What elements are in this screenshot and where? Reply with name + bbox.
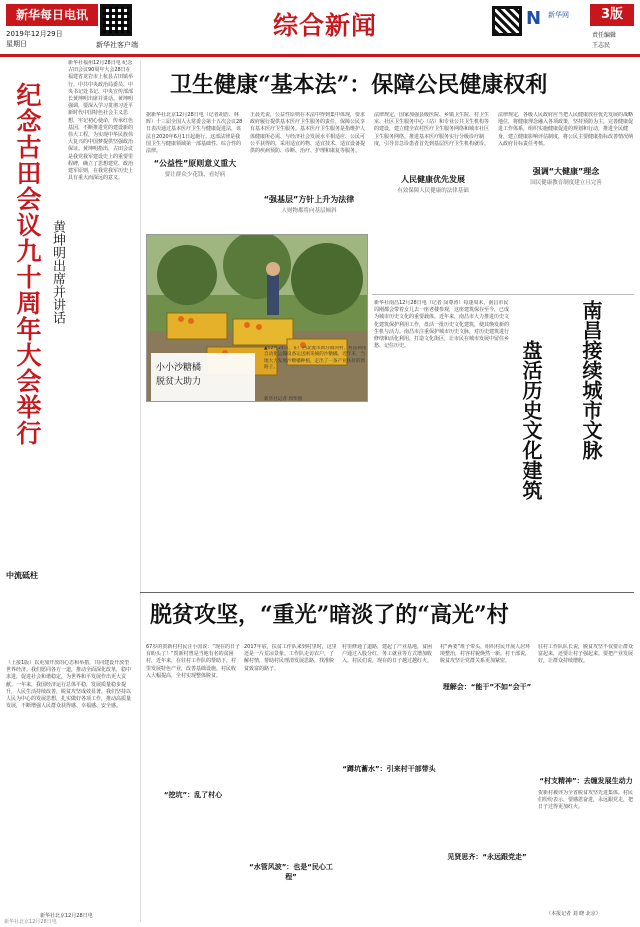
page-header — [0, 0, 640, 56]
main-subheading-3-note: 有效保障人民健康的法律基础 — [397, 188, 469, 194]
main-subheading-2: “强基层”方针上升为法律 — [263, 195, 355, 204]
photo-caption: ▲12月24日，在广西北流市新圩镇河村，村民利用自动化运输设备运送刚采摘的沙糖橘。近年来，当地大力发展沙糖橘种植，走出了一条产业扶贫的新路子。 — [264, 346, 367, 370]
brand-logo: N — [526, 8, 542, 29]
main-intro: 据新华社北京12月28日电（记者胡浩、林晖）十三届全国人大常委会第十五次会议28日表决通过基本医疗卫生与健康促进法，该法自2020年6月1日起施行。这部法律是我国卫生与健康领域第一部基础性、综合性的法律。 — [146, 112, 243, 155]
nanchang-headline-a[interactable]: 南昌接续城市文脉 — [579, 300, 603, 460]
qr-code-icon[interactable] — [492, 6, 522, 36]
column-divider — [140, 60, 141, 922]
bottom-subheading-3: “蹲坑蓄水”：引来村干部带头 — [342, 765, 436, 773]
left-article-continued: （上接1版）以更加开放的心态和举措，共同建设开放型世界经济。我们愿同各方一道，推动全面深化改革，稳中求进，促进社会和谐稳定，为世界和平发展作出更大贡献。一年来，我国经济运行总体平稳，发展质量稳步提升，人民生活持续改善，脱贫攻坚成效显著。我们坚持以人民为中心的发展思想，扎实做好各项工作，推动高质量发展，不断增强人民群众获得感、幸福感、安全感。 — [6, 660, 132, 710]
bottom-column-3: 村里修通了道路，建起了产业基地，贫困户通过入股分红、务工就业等方式增加收入。村民们说，现在的日子越过越红火。 — [342, 644, 433, 665]
bottom-column-2: 2017年底，扶贫工作队来到村里时，这里还是一片荒凉景象。工作队走访农户，了解村情，帮助村民理清发展思路，找准脱贫致富的路子。 — [244, 644, 337, 672]
photo-title-line-1: 小小沙糖橘 — [156, 363, 202, 373]
photo-title-line-2: 脱贫大助力 — [156, 377, 202, 387]
left-section-heading: 中流砥柱 — [6, 571, 38, 580]
bottom-column-1: 67岁的贺新村村民汪小国说：“现在的日子有盼头了！”贺新村曾是当地有名的贫困村，近年来，在驻村工作队的帮助下，村里发展特色产业，改善基础设施，村民收入大幅提高，全村实现整体脱贫。 — [146, 644, 240, 679]
section-divider — [372, 294, 634, 295]
bottom-column-5: 驻村工作队队长说，脱贫攻坚不仅要让群众富起来，还要让村子强起来。要把产业发展好，让群众持续增收。 — [538, 644, 634, 665]
issue-weekday: 星期日 — [6, 40, 27, 48]
bottom-column-6: 贺新村被评为全省脱贫攻坚先进集体。村民们纷纷表示，要感恩奋进，永远跟党走，把日子过得更加红火。 — [538, 790, 634, 811]
brand-name: 新华网 — [548, 11, 569, 19]
main-subheading-2-note: 人财物都将向基层倾斜 — [281, 208, 337, 214]
issue-date: 2019年12月29日 — [6, 30, 63, 38]
nanchang-headline-b[interactable]: 盘活历史文化建筑 — [519, 340, 543, 500]
bottom-column-4: 村“两委”班子带头，组织村民开展人居环境整治，村容村貌焕然一新。村干部说，脱贫攻坚让党群关系更加紧密。 — [440, 644, 531, 665]
photo-credit: 新华社记者 周华摄 — [264, 397, 303, 402]
bottom-headline[interactable]: 脱贫攻坚，“重光”暗淡了的“高光”村 — [150, 602, 509, 628]
header-divider — [0, 54, 640, 57]
bottom-subheading-6: “村支精神”：去缠发展生动力 — [539, 777, 633, 785]
main-subheading-1: “公益性”原则意义重大 — [153, 159, 237, 168]
bottom-subheading-1: “挖坑”：乱了村心 — [163, 791, 223, 799]
left-subheadline: 黄坤明出席并讲话 — [50, 220, 65, 324]
section-title: 综合新闻 — [272, 11, 377, 40]
main-subheading-3: 人民健康优先发展 — [401, 175, 465, 184]
editor-label: 责任编辑 — [592, 32, 617, 39]
left-dateline: 新华社北京12月28日电 — [40, 913, 93, 919]
page-credit: 新华社北京12月28日电 — [4, 919, 57, 925]
nanchang-article-body: 新华社南昌12月28日电（记者 闵尊涛）每逢周末，南昌市民周刚都会带着女儿去一座老楼参观，这座建筑保存至今，已成为城市历史文化的重要载体。近年来，南昌市大力推进历史文化建筑保护利用工作，盘活一批历史文化建筑，使其焕发新的生机与活力。南昌市注重保护城市历史文脉，对历史建筑进行修缮和活化利用，打造文化街区，让市民在城市发展中留住乡愁、记住历史。 — [374, 300, 510, 350]
qr-code-icon[interactable] — [100, 4, 132, 36]
newspaper-logo: 新华每日电讯 — [6, 4, 98, 26]
bottom-subheading-5: 见贤思齐：“永远跟党走” — [447, 853, 527, 861]
bottom-subheading-4: 理解会：“能干”不如“会干” — [442, 683, 532, 691]
qr-code-label: 新华社客户端 — [96, 41, 138, 49]
bottom-byline: （本报记者 刘 晓 北京） — [546, 911, 601, 917]
left-article — [0, 60, 136, 920]
main-headline[interactable]: 卫生健康“基本法”：保障公民健康权利 — [170, 72, 548, 98]
editor-name: 王志民 — [592, 42, 611, 49]
main-column-2: 王晨光说，公益性原则在本法中得到集中体现，要求政府履行提供基本医疗卫生服务的责任，保障公民享有基本医疗卫生服务。基本医疗卫生服务是指维护人体健康所必需、与经济社会发展水平相适应、公民可公平获得的，采用适宜药物、适宜技术、适宜设备提供的疾病预防、诊断、治疗、护理和康复等服务。 — [250, 112, 366, 155]
main-column-3: 法律规定，国家加强县级医院、乡镇卫生院、村卫生室、社区卫生服务中心（站）和专业公共卫生机构等的建设，建立健全农村医疗卫生服务网络和城市社区卫生服务网络。推进基本医疗服务实行分级诊疗制度，引导非急诊患者首先到基层医疗卫生机构就诊。 — [374, 112, 490, 147]
left-article-body: 新华社福州12月28日电 纪念古田会议90周年大会28日在福建省龙岩市上杭县古田镇举行。中共中央政治局委员、中央书记处书记、中央宣传部部长黄坤明出席并讲话。黄坤明强调，要深入学习贯彻习近平新时代中国特色社会主义思想，牢记初心使命，传承红色基因，不断推进党的建设新的伟大工程，为实现中华民族伟大复兴的中国梦提供坚强政治保证。黄坤明指出，古田会议是我党我军建设史上的重要里程碑，确立了思想建党、政治建军原则，在我党我军历史上具有重大而深远的意义。 — [68, 60, 134, 182]
bottom-subheading-2: “水管风波”：也是“民心工程” — [249, 863, 333, 881]
left-headline[interactable]: 纪念古田会议九十周年大会举行 — [13, 82, 42, 446]
main-column-4: 法律规定，各级人民政府应当把人民健康放在优先发展的战略地位，将健康理念融入各项政策，坚持预防为主，完善健康促进工作体系，组织实施健康促进的规划和行动，推进全民健身，建立健康影响评估制度，将公民主要健康指标改善情况纳入政府目标责任考核。 — [498, 112, 634, 147]
main-subheading-4-note: 国民健康教育制度建立且完善 — [530, 180, 602, 186]
bottom-section-divider — [140, 592, 634, 593]
main-subheading-4: 强调“大健康”理念 — [532, 167, 600, 176]
main-subheading-1-note: 要让群众少花钱、看好病 — [164, 172, 226, 178]
page-number: 3版 — [590, 4, 634, 26]
